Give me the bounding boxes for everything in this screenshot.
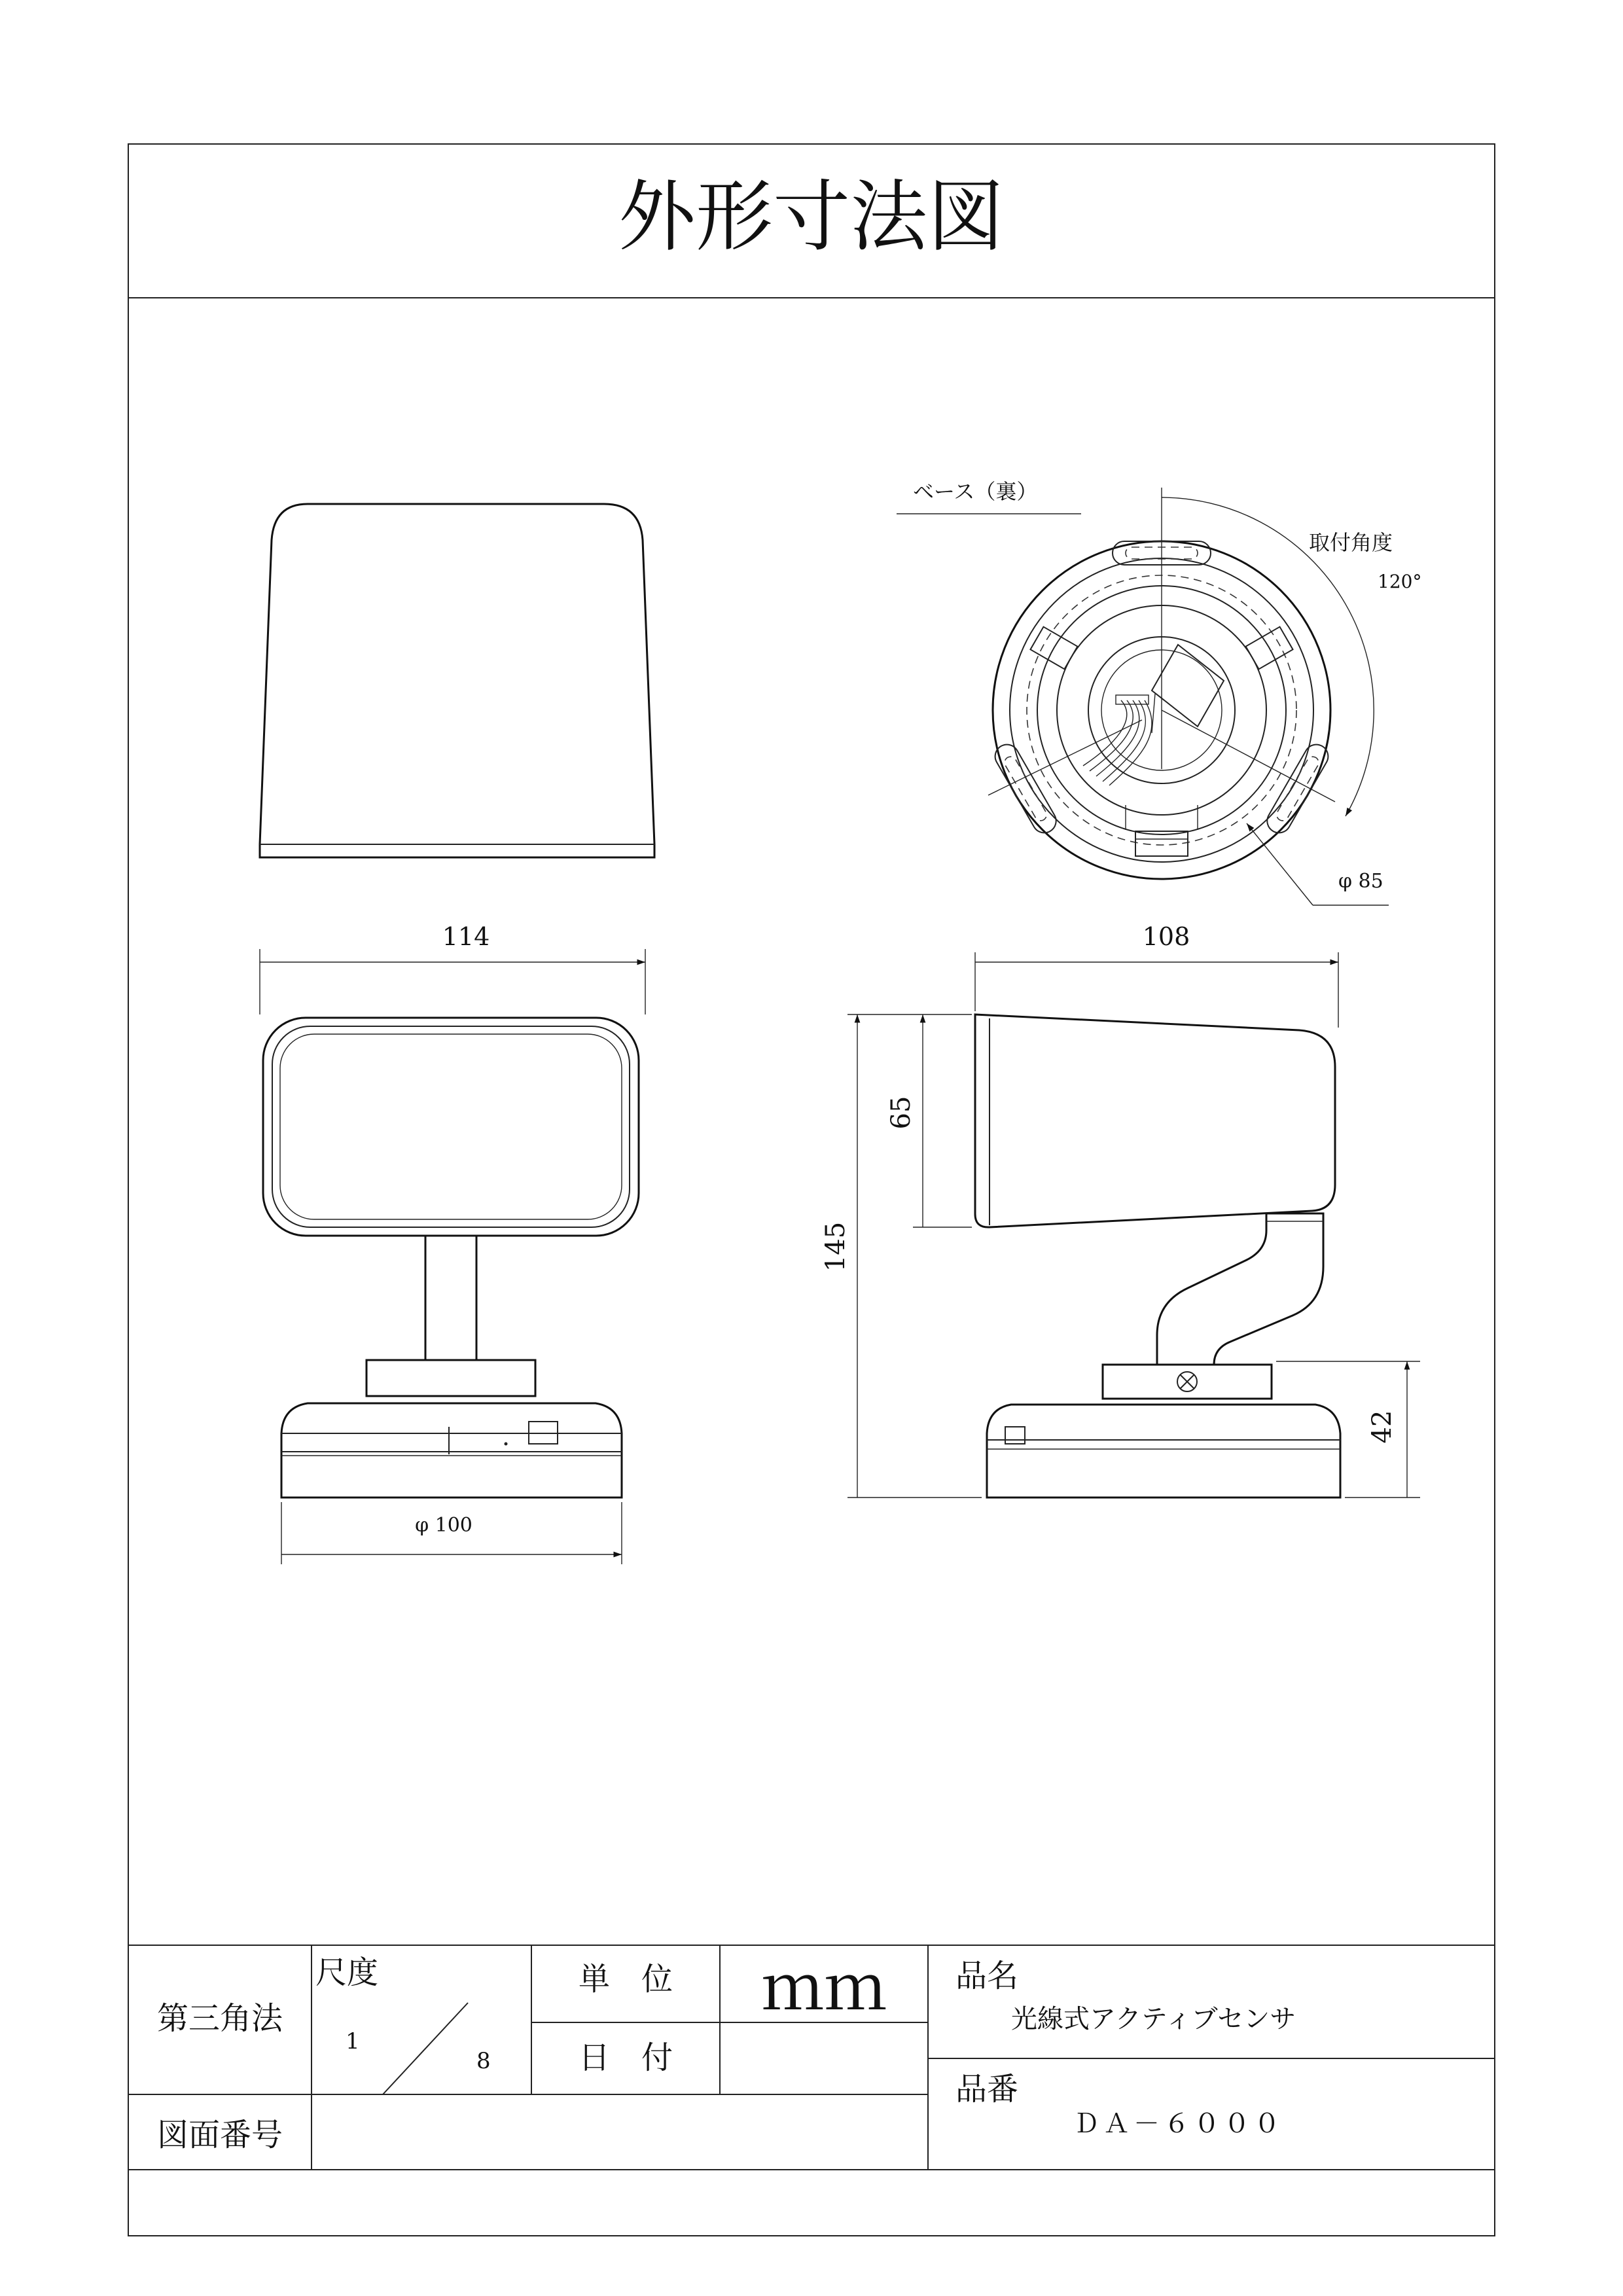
head-height-dimension bbox=[886, 1014, 972, 1227]
base-height-dimension bbox=[1276, 1361, 1420, 1498]
scale-label: 尺度 bbox=[315, 1954, 379, 1991]
base-view-label: ベース（裏） bbox=[913, 479, 1038, 504]
drawing-number-label: 図面番号 bbox=[156, 2117, 283, 2153]
side-view bbox=[975, 1014, 1340, 1498]
side-width-label: 108 bbox=[1142, 922, 1190, 951]
title-block bbox=[128, 1945, 1495, 2170]
mount-angle-value: 120° bbox=[1378, 571, 1422, 592]
base-phi85-label: φ 85 bbox=[1338, 870, 1383, 893]
product-number-label: 品番 bbox=[955, 2071, 1019, 2108]
front-width-dimension bbox=[260, 922, 645, 1014]
product-name-label: 品名 bbox=[955, 1958, 1019, 1994]
sheet-frame bbox=[128, 144, 1495, 2236]
drawing-title: 外形寸法図 bbox=[618, 171, 1005, 262]
total-height-dimension bbox=[821, 1014, 982, 1498]
total-height-label: 145 bbox=[821, 1221, 851, 1272]
base-diameter-label: φ 100 bbox=[415, 1514, 473, 1537]
mount-angle-label: 取付角度 bbox=[1309, 530, 1393, 555]
date-label: 日 付 bbox=[578, 2039, 673, 2076]
front-view bbox=[263, 1018, 639, 1498]
product-number: ＤＡ－６０００ bbox=[1073, 2109, 1284, 2139]
front-width-label: 114 bbox=[442, 922, 490, 951]
unit-value: ｍｍ bbox=[761, 1951, 887, 2024]
base-height-label: 42 bbox=[1367, 1410, 1397, 1444]
scale-numerator: 1 bbox=[346, 2028, 360, 2054]
side-width-dimension bbox=[975, 922, 1338, 1028]
head-height-label: 65 bbox=[886, 1096, 916, 1130]
product-name: 光線式アクティブセンサ bbox=[1011, 2004, 1296, 2034]
top-view bbox=[260, 504, 654, 857]
base-diameter-dimension bbox=[281, 1502, 622, 1564]
projection-label: 第三角法 bbox=[156, 2000, 283, 2037]
base-rear-view bbox=[897, 479, 1421, 905]
unit-label: 単 位 bbox=[578, 1961, 673, 1998]
scale-denominator: 8 bbox=[476, 2048, 491, 2074]
